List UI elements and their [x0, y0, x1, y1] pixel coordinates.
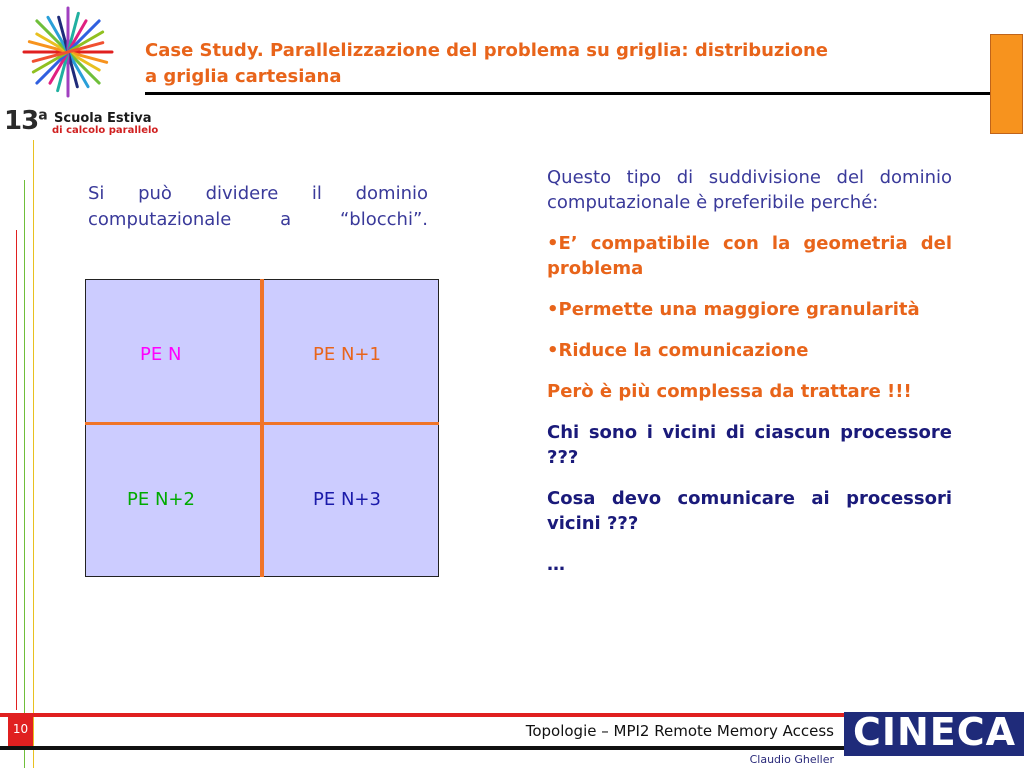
grid-cell-pe-n: PE N [140, 344, 182, 365]
title-divider [145, 92, 993, 95]
bullet-communication: •Riduce la comunicazione [547, 340, 809, 361]
footer-red-bar [0, 713, 844, 717]
decor-line-green [24, 180, 25, 768]
decor-line-red [16, 230, 17, 710]
grid-horizontal-divider [85, 422, 439, 425]
decor-line-yellow [33, 140, 34, 768]
footer-black-bar [0, 746, 844, 750]
page-title: Case Study. Parallelizzazione del problema su griglia: distribuzione a griglia cartesiana [145, 40, 828, 87]
right-column [547, 165, 952, 593]
grid-cell-pe-n2: PE N+2 [127, 489, 195, 510]
question-neighbors: Chi sono i vicini di ciascun processore ??? [547, 422, 952, 468]
author-name: Claudio Gheller [749, 753, 834, 766]
grid-cell-pe-n1: PE N+1 [313, 344, 381, 365]
bullet-geometry: •E’ compatibile con la geometria del problema [547, 233, 952, 279]
grid-vertical-divider [260, 279, 264, 577]
footer-title: Topologie – MPI2 Remote Memory Access [525, 722, 834, 740]
logo-line1: Scuola Estiva [54, 111, 152, 126]
question-communicate: Cosa devo comunicare ai processori vicini ??? [547, 488, 952, 534]
orange-side-tab [990, 34, 1023, 134]
grid-cell-pe-n3: PE N+3 [313, 489, 381, 510]
intro-text: Questo tipo di suddivisione del dominio computazionale è preferibile perché: [547, 167, 952, 213]
ellipsis: … [547, 554, 565, 575]
page-number: 10 [12, 722, 29, 736]
left-description: Si può dividere il dominio computazionale a “blocchi”. [88, 183, 428, 230]
logo-line2: di calcolo parallelo [52, 125, 159, 136]
complexity-warning: Però è più complessa da trattare !!! [547, 381, 912, 402]
cineca-logo-text: CINECA [852, 710, 1017, 754]
logo-number: 13$^a$ [4, 106, 47, 136]
bullet-granularity: •Permette una maggiore granularità [547, 299, 920, 320]
